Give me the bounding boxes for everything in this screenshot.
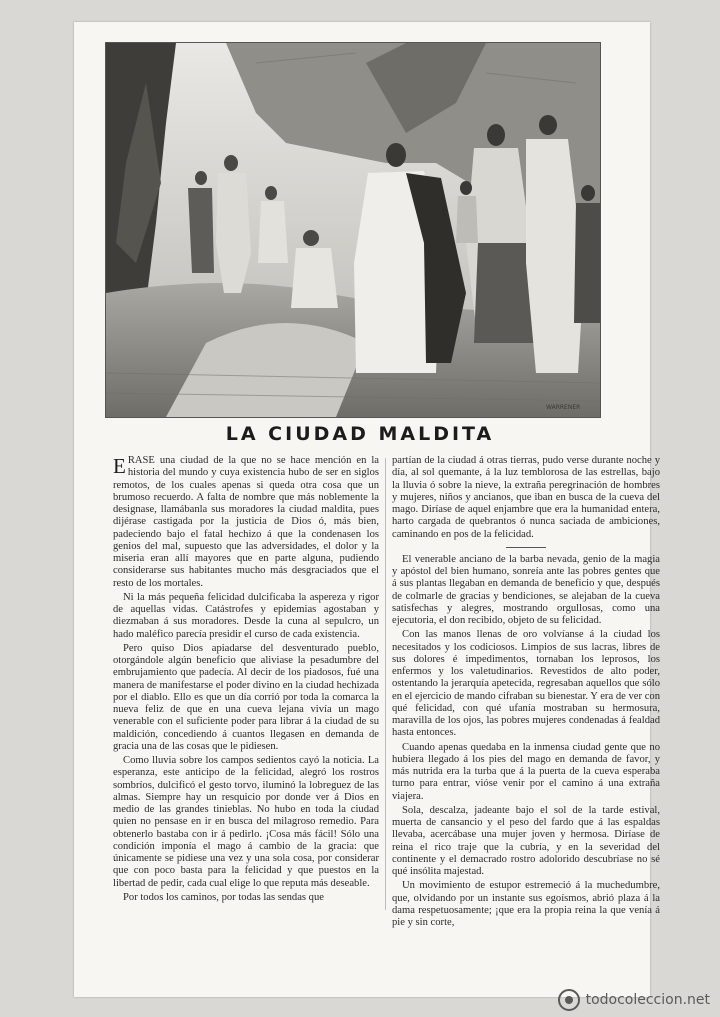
paragraph-text: Por todos los caminos, por todas las sendas que <box>123 891 324 903</box>
todocoleccion-logo-icon <box>558 989 580 1011</box>
watermark-text: todocoleccion.net <box>585 992 710 1008</box>
article-paragraph <box>392 629 660 739</box>
left-column <box>113 455 379 906</box>
article-paragraph <box>113 455 379 590</box>
article-paragraph <box>113 755 379 890</box>
paragraph-text: partían de la ciudad á otras tierras, pudo verse durante noche y día, al sol quemante, á la luz temblorosa de las estrellas, bajo la lluvia ó sobre la nieve, la extraña peregrinación de hombres y mujeres, niños y ancianos, que iban en busca de la cueva del mago. Diríase de aquel enjambre que era la humanidad entera, harto cargada de quebrantos ó nunca saciada de ambiciones, caminando en pos de la felicidad. <box>392 455 660 540</box>
article-paragraph <box>392 554 660 628</box>
paragraph-text: Cuando apenas quedaba en la inmensa ciudad gente que no hubiera llegado á los pies del mago en demanda de favor, y más nutrida era la turba que á la puerta de la cueva esperaba turno para entrar, vióse venir por el camino á una extraña viajera. <box>392 741 660 802</box>
article-paragraph <box>392 742 660 803</box>
watermark <box>558 989 710 1011</box>
column-divider <box>385 458 386 910</box>
paragraph-text: Como lluvia sobre los campos sedientos cayó la noticia. La esperanza, este anticipo de la felicidad, alegró los rostros sombríos, dulcificó el gesto torvo, iluminó la lobreguez de las almas. Siempre hay un resquicio por donde ver á Dios en medio de las grandes tinieblas. No hubo en toda la ciudad quien no pensase en ir en busca del milagroso remedio. Para obtenerlo bastaba con ir á pedirlo. ¡Cosa más fácil! Sólo una condición imponía el mago á cambio de la gracia: que únicamente se pidiese una vez y una sola cosa, por considerar que con poco basta para la felicidad y que puestos en la libertad de pedir, cada cual elige lo que reputa más deseable. <box>113 755 379 889</box>
article-paragraph <box>113 592 379 641</box>
paragraph-text: El venerable anciano de la barba nevada, genio de la magia y apóstol del bien humano, sonreía ante las pobres gentes que á sus plantas llegaban en demanda de beneficio y que, después de colmarle de gracias y bendiciones, se alejaban de la cueva satisfechas y alegres, mostrando orgullosas, como una ejecutoria, el don recibido, objeto de su felicidad. <box>392 553 660 626</box>
paragraph-text: Sola, descalza, jadeante bajo el sol de la tarde estival, muerta de cansancio y el peso del fardo que á las espaldas llevaba, acercábase una mujer joven y hermosa. Diríase de reina el rico traje que la cubría, y en la severidad del continente y el demacrado rostro adolorido descubríase no sé qué insólita majestad. <box>392 804 660 877</box>
article-title: LA CIUDAD MALDITA <box>225 423 495 445</box>
paragraph-text: RASE una ciudad de la que no se hace mención en la historia del mundo y cuya existencia hubo de ser en siglos remotos, de los cuales apenas si queda otra cosa que un brumoso recuerdo. A falta de nombre que más noblemente la designase, llamábanla sus moradores la ciudad maldita, pues dijérase castigada por la justicia de Dios ó, más bien, padeciendo bajo el fatal hechizo á que la condenasen los genios del mal, supuesto que las adversidades, el dolor y la miseria eran allí mayores que en parte alguna, pudiendo considerarse sus habitantes mucho más desgraciados que el resto de los mortales. <box>113 455 379 589</box>
artist-signature: WARRENER <box>546 404 581 411</box>
pilgrims-engraving <box>106 43 600 417</box>
article-paragraph <box>113 892 379 904</box>
paragraph-text: Pero quiso Dios apiadarse del desventurado pueblo, otorgándole algún beneficio que aliviase la pesadumbre del embrujamiento que padecía. Al decir de los piadosos, fué una manera de manifestarse el poder divino en la ciudad hechizada por el diablo. Ello es que un día corrió por toda la comarca la nueva feliz de que en una cueva lejana vivía un mago venerable con el suficiente poder para librar á la ciudad de su maldición, concediendo á cuantos llegasen en demanda de gracia una de las cosas que le pidiesen. <box>113 642 379 752</box>
article-paragraph <box>392 455 660 541</box>
article-paragraph <box>392 880 660 929</box>
drop-cap: E <box>113 454 126 478</box>
paragraph-text: Ni la más pequeña felicidad dulcificaba la aspereza y rigor de aquellas vidas. Catástrofes y epidemias agostaban y diezmaban á sus moradores. Desde la cuna al sepulcro, un hado maléfico parecía presidir el curso de cada existencia. <box>113 591 379 640</box>
article-paragraph <box>392 805 660 879</box>
paragraph-text: Con las manos llenas de oro volvíanse á la ciudad los necesitados y los codiciosos. Limpios de sus lacras, libres de sus dolores é impedimentos, tornaban los leprosos, los enfermos y los valetudinarios. Revestidos de alto poder, ostentando la jerarquía apetecida, regresaban aquellos que sólo en el ejercicio de mando cifraban su bienestar. Y era de ver con qué felicidad, con qué ufanía mostraban su hermosura, maravilla de los ojos, las pobres mujeres condenadas á fealdad hasta entonces. <box>392 629 660 739</box>
article-paragraph <box>113 643 379 753</box>
illustration <box>105 42 601 418</box>
paragraph-text: Un movimiento de estupor estremeció á la muchedumbre, que, olvidando por un instante sus egoísmos, abrió plaza á la dama respetuosamente; ¡que era la propia reina la que venía á pie y sin corte, <box>392 880 660 928</box>
section-separator <box>506 547 546 548</box>
right-column <box>392 455 660 931</box>
